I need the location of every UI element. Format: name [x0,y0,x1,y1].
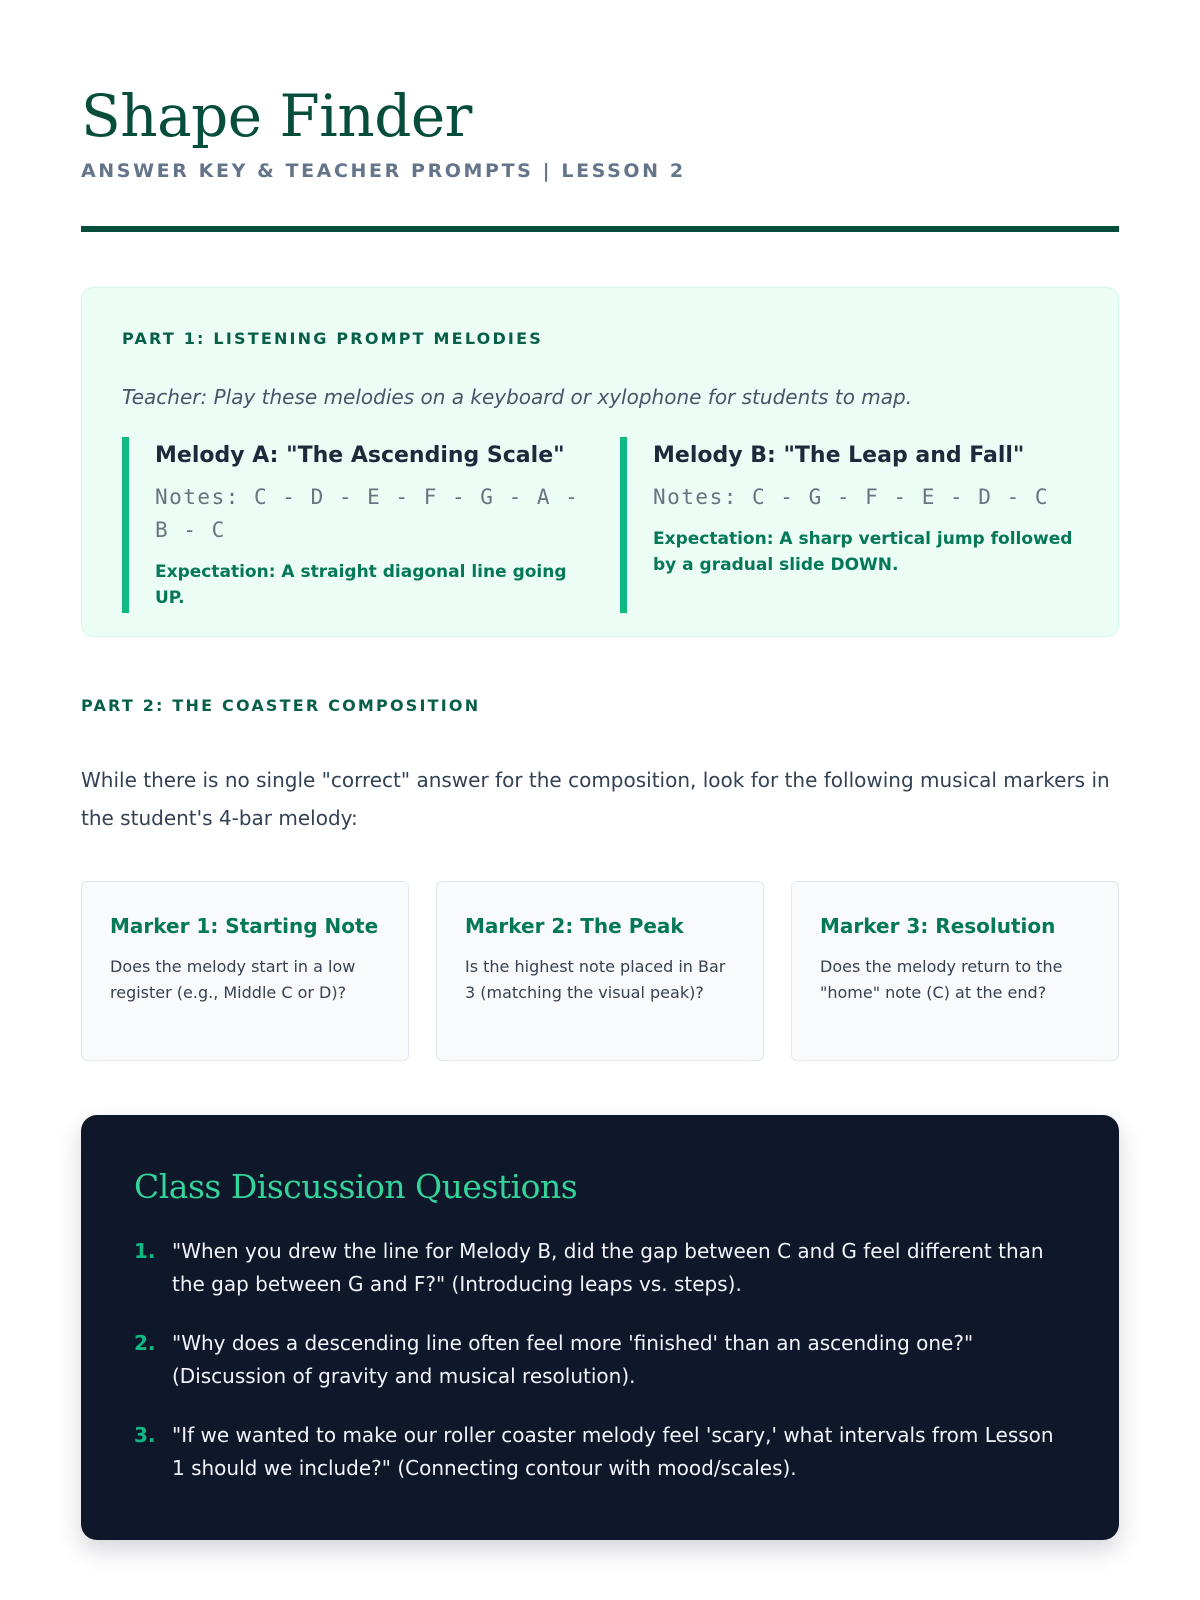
marker-title: Marker 3: Resolution [820,914,1056,938]
melody-expectation: Expectation: A sharp vertical jump followed by a gradual slide DOWN. [653,529,1073,575]
marker-body: Does the melody start in a low register (e.g., Middle C or D)? [110,957,356,1002]
melody-card [620,437,1078,613]
discussion-question-list [134,1235,1067,1485]
marker-title: Marker 1: Starting Note [110,914,379,938]
question-text: "Why does a descending line often feel more 'finished' than an ascending one?" (Discussion of gravity and musical resolution). [172,1331,974,1388]
teacher-note: Teacher: Play these melodies on a keyboard or xylophone for students to map. [122,385,913,409]
marker-card [81,881,409,1061]
melody-expectation: Expectation: A straight diagonal line going UP. [155,562,567,608]
question-number: 3. [134,1423,156,1447]
marker-body: Is the highest note placed in Bar 3 (matching the visual peak)? [465,957,726,1002]
part2-heading: PART 2: THE COASTER COMPOSITION [81,696,481,715]
marker-grid [81,881,1119,1061]
marker-card [791,881,1119,1061]
melody-notes: Notes: C - G - F - E - D - C [653,485,1050,509]
part1-panel [81,287,1119,637]
discussion-question [134,1235,1067,1301]
part1-heading: PART 1: LISTENING PROMPT MELODIES [122,329,543,348]
question-text: "If we wanted to make our roller coaster melody feel 'scary,' what intervals from Lesson 1 should we include?" (Connecting contour with mood/scales). [172,1423,1054,1480]
page-title: Shape Finder [81,82,472,150]
discussion-question [134,1419,1067,1485]
melody-card [122,437,580,613]
question-number: 1. [134,1239,156,1263]
melody-grid [122,437,1078,613]
question-text: "When you drew the line for Melody B, did the gap between C and G feel different than the gap between G and F?" (Introducing leaps vs. steps). [172,1239,1044,1296]
question-number: 2. [134,1331,156,1355]
discussion-title: Class Discussion Questions [134,1167,578,1206]
melody-title: Melody A: "The Ascending Scale" [155,443,565,468]
header-divider [81,226,1119,232]
marker-card [436,881,764,1061]
discussion-panel [81,1115,1119,1540]
part2-intro: While there is no single "correct" answer for the composition, look for the following musical markers in the student's 4-bar melody: [81,768,1110,830]
melody-notes: Notes: C - D - E - F - G - A - B - C [155,485,580,542]
page-subtitle: ANSWER KEY & TEACHER PROMPTS | LESSON 2 [81,160,686,182]
marker-body: Does the melody return to the "home" note (C) at the end? [820,957,1063,1002]
melody-title: Melody B: "The Leap and Fall" [653,443,1025,468]
marker-title: Marker 2: The Peak [465,914,684,938]
discussion-question [134,1327,1067,1393]
